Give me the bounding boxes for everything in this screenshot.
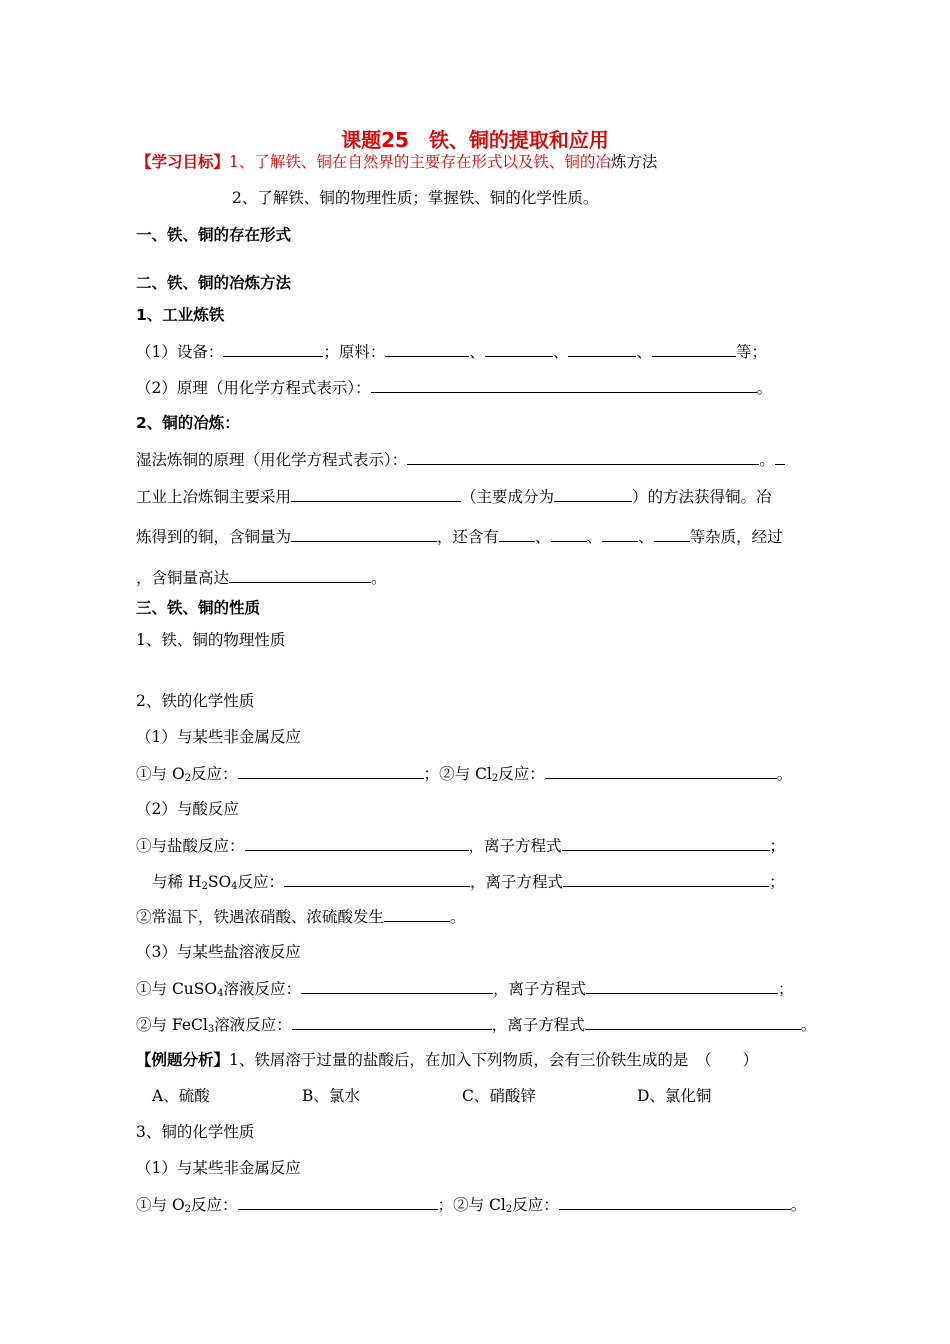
fecl3-ionic-blank[interactable] bbox=[585, 1014, 801, 1030]
separator: 、 bbox=[586, 528, 603, 546]
iron-nonmetal-heading: （1）与某些非金属反应 bbox=[136, 728, 301, 746]
equipment-label: （1）设备： bbox=[136, 343, 224, 361]
separator: 、 bbox=[552, 343, 569, 361]
cuso4-ionic-blank[interactable] bbox=[586, 978, 778, 994]
principle-label: （2）原理（用化学方程式表示）： bbox=[136, 379, 371, 397]
semicolon: ； bbox=[423, 765, 440, 783]
period: 。 bbox=[759, 451, 775, 469]
raw-material-blank-3[interactable] bbox=[568, 341, 636, 357]
period: 。 bbox=[800, 1016, 817, 1034]
impurity-blank-1[interactable] bbox=[499, 526, 535, 542]
cuso4-equation-blank[interactable] bbox=[301, 978, 493, 994]
option-b[interactable]: B、氯水 bbox=[302, 1087, 360, 1105]
raw-material-blank-4[interactable] bbox=[652, 341, 736, 357]
industrial-method-blank[interactable] bbox=[291, 486, 461, 502]
ionic-label: ，离子方程式 bbox=[468, 837, 562, 855]
so4-subscript: 4 bbox=[231, 881, 238, 892]
iron-cl2-blank[interactable] bbox=[545, 763, 777, 779]
iron-hcl-line bbox=[136, 835, 785, 856]
copper-o2-blank[interactable] bbox=[238, 1194, 438, 1210]
ionic-label: ，离子方程式 bbox=[493, 980, 587, 998]
industrial-copper-text-g: ，含铜量高达 bbox=[136, 569, 230, 587]
h2so4-ionic-blank[interactable] bbox=[563, 871, 769, 887]
iron-cuso4-line bbox=[136, 978, 794, 999]
page-title: 课题25 铁、铜的提取和应用 bbox=[341, 128, 609, 152]
circle-number-1: ① bbox=[136, 1196, 152, 1214]
equipment-blank[interactable] bbox=[223, 341, 323, 357]
fecl3-label-b: 溶液反应： bbox=[214, 1016, 292, 1034]
impurity-blank-2[interactable] bbox=[551, 526, 587, 542]
period: 。 bbox=[450, 908, 466, 926]
semicolon: ； bbox=[437, 1196, 454, 1214]
period: 。 bbox=[371, 569, 387, 587]
separator: 、 bbox=[638, 528, 654, 546]
period: 。 bbox=[776, 765, 793, 783]
industrial-copper-line-3 bbox=[136, 567, 387, 588]
option-c[interactable]: C、硝酸锌 bbox=[462, 1087, 536, 1105]
trailing-blank bbox=[775, 449, 785, 465]
equipment-suffix: 等； bbox=[735, 343, 767, 361]
semicolon: ； bbox=[778, 980, 794, 998]
raw-material-blank-1[interactable] bbox=[385, 341, 469, 357]
objective-2: 2、了解铁、铜的物理性质；掌握铁、铜的化学性质。 bbox=[232, 189, 599, 207]
industrial-copper-text-d: 炼得到的铜，含铜量为 bbox=[136, 528, 292, 546]
industrial-copper-text-e: ，还含有 bbox=[437, 528, 500, 546]
passivation-label: 常温下，铁遇浓硝酸、浓硫酸发生 bbox=[151, 908, 385, 926]
copper-chemical-heading: 3、铜的化学性质 bbox=[136, 1123, 255, 1141]
circle-number-2: ② bbox=[453, 1196, 469, 1214]
iron-chemical-heading: 2、铁的化学性质 bbox=[136, 692, 255, 710]
impurity-blank-3[interactable] bbox=[602, 526, 638, 542]
cl2-label: 与 Cl bbox=[454, 765, 492, 783]
fecl3-equation-blank[interactable] bbox=[292, 1014, 492, 1030]
cuso4-label-a: 与 CuSO bbox=[151, 980, 218, 998]
impurity-blank-4[interactable] bbox=[654, 526, 690, 542]
dilute-h2so4-label-b: SO bbox=[207, 873, 232, 891]
industrial-copper-line-2 bbox=[136, 526, 783, 547]
passivation-blank[interactable] bbox=[384, 906, 450, 922]
example-label: 【例题分析】 bbox=[136, 1051, 230, 1069]
wet-copper-blank[interactable] bbox=[407, 449, 759, 465]
o2-subscript: 2 bbox=[184, 1204, 192, 1215]
objectives-line-1 bbox=[136, 152, 657, 172]
period: 。 bbox=[756, 379, 773, 397]
separator: 、 bbox=[469, 343, 485, 361]
iron-salt-heading: （3）与某些盐溶液反应 bbox=[136, 943, 301, 961]
principle-blank[interactable] bbox=[371, 377, 757, 393]
circle-number-1: ① bbox=[136, 837, 152, 855]
dilute-h2so4-label-c: 反应： bbox=[237, 873, 285, 891]
option-a[interactable]: A、硫酸 bbox=[152, 1087, 210, 1105]
separator: 、 bbox=[636, 343, 652, 361]
cuso4-label-b: 溶液反应： bbox=[223, 980, 302, 998]
circle-number-1: ① bbox=[136, 765, 152, 783]
iron-acid-heading: （2）与酸反应 bbox=[136, 800, 239, 818]
hcl-label: 与盐酸反应： bbox=[151, 837, 245, 855]
cl2-subscript: 2 bbox=[505, 1204, 513, 1215]
ionic-label: ，离子方程式 bbox=[491, 1016, 585, 1034]
example-question: 1、铁屑溶于过量的盐酸后，在加入下列物质，会有三价铁生成的是 （ ） bbox=[229, 1051, 759, 1069]
circle-number-2: ② bbox=[439, 765, 455, 783]
cuso4-subscript: 4 bbox=[217, 988, 224, 999]
industrial-copper-line-1 bbox=[136, 486, 772, 507]
o2-subscript: 2 bbox=[184, 773, 192, 784]
raw-material-label: ；原料： bbox=[323, 343, 386, 361]
copper-nonmetal-heading: （1）与某些非金属反应 bbox=[136, 1159, 301, 1177]
passivation-line bbox=[136, 906, 466, 927]
h2so4-equation-blank[interactable] bbox=[284, 871, 470, 887]
ionic-label: ，离子方程式 bbox=[470, 873, 564, 891]
industrial-copper-text-c: ）的方法获得铜。冶 bbox=[632, 488, 772, 506]
copper-content-blank[interactable] bbox=[291, 526, 437, 542]
objective-1-text: 1、了解铁、铜在自然界的主要存在形式以及铁、铜的冶 bbox=[229, 153, 611, 171]
o2-label: 与 O bbox=[151, 765, 185, 783]
objective-1-tail: 炼方法 bbox=[610, 153, 658, 171]
iron-o2-cl2-line bbox=[136, 763, 792, 784]
dilute-h2so4-label-a: 与稀 H bbox=[152, 873, 202, 891]
h2-subscript: 2 bbox=[201, 881, 208, 892]
circle-number-2: ② bbox=[136, 1016, 152, 1034]
iron-h2so4-line bbox=[152, 871, 785, 892]
wet-copper-line bbox=[136, 449, 785, 470]
copper-cl2-blank[interactable] bbox=[559, 1194, 791, 1210]
copper-o2-cl2-line bbox=[136, 1194, 806, 1215]
iron-o2-blank[interactable] bbox=[238, 763, 424, 779]
o2-reaction-label: 反应： bbox=[191, 1196, 238, 1214]
semicolon: ； bbox=[769, 837, 786, 855]
section-1-heading: 一、铁、铜的存在形式 bbox=[136, 226, 292, 244]
objectives-label: 【学习目标】 bbox=[136, 153, 230, 171]
hcl-ionic-blank[interactable] bbox=[562, 835, 770, 851]
physical-properties-heading: 1、铁、铜的物理性质 bbox=[136, 631, 286, 649]
copper-smelting-heading: 2、铜的冶炼： bbox=[136, 414, 240, 432]
iron-smelting-heading: 1、工业炼铁 bbox=[136, 306, 225, 324]
high-purity-blank[interactable] bbox=[229, 567, 371, 583]
circle-number-1: ① bbox=[136, 980, 152, 998]
separator: 、 bbox=[535, 528, 551, 546]
example-line bbox=[136, 1050, 758, 1070]
section-2-heading: 二、铁、铜的冶炼方法 bbox=[136, 274, 292, 292]
option-d[interactable]: D、氯化铜 bbox=[637, 1087, 712, 1105]
industrial-copper-text-a: 工业上冶炼铜主要采用 bbox=[136, 488, 292, 506]
semicolon: ； bbox=[769, 873, 785, 891]
period: 。 bbox=[790, 1196, 807, 1214]
cl2-subscript: 2 bbox=[491, 773, 499, 784]
principle-line bbox=[136, 377, 772, 398]
section-3-heading: 三、铁、铜的性质 bbox=[136, 599, 261, 617]
o2-label: 与 O bbox=[151, 1196, 185, 1214]
raw-material-blank-2[interactable] bbox=[485, 341, 553, 357]
o2-reaction-label: 反应： bbox=[191, 765, 238, 783]
industrial-copper-text-b: （主要成分为 bbox=[461, 488, 555, 506]
iron-fecl3-line bbox=[136, 1014, 816, 1035]
industrial-copper-text-f: 等杂质，经过 bbox=[689, 528, 783, 546]
cl2-reaction-label: 反应： bbox=[512, 1196, 559, 1214]
fecl3-label-a: 与 FeCl bbox=[151, 1016, 208, 1034]
wet-copper-label: 湿法炼铜的原理（用化学方程式表示）： bbox=[136, 451, 408, 469]
equipment-line bbox=[136, 341, 767, 362]
cl2-label: 与 Cl bbox=[468, 1196, 506, 1214]
circle-number-2: ② bbox=[136, 908, 152, 926]
hcl-equation-blank[interactable] bbox=[245, 835, 469, 851]
main-component-blank[interactable] bbox=[554, 486, 632, 502]
fecl3-subscript: 3 bbox=[207, 1024, 215, 1035]
cl2-reaction-label: 反应： bbox=[498, 765, 545, 783]
